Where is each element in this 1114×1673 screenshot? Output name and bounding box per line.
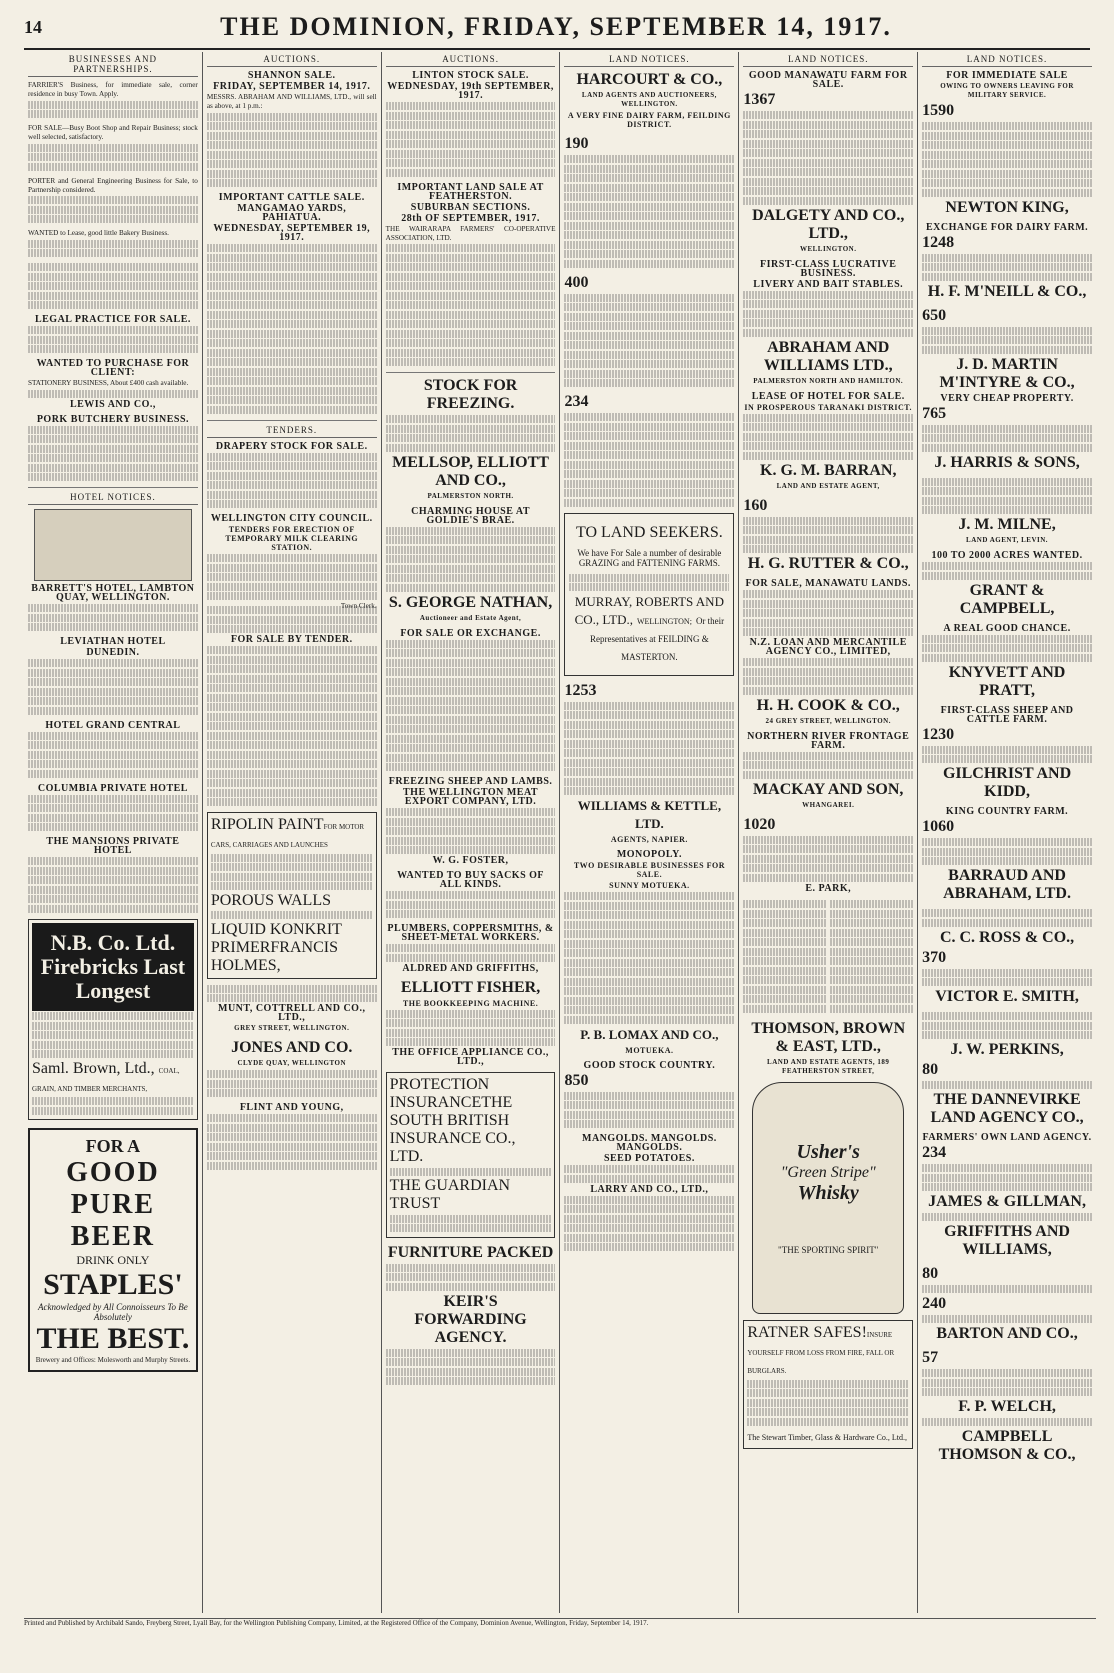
column-heading: AUCTIONS.	[207, 54, 377, 67]
ad: FLINT AND YOUNG,	[207, 1103, 377, 1170]
column-heading: AUCTIONS.	[386, 54, 556, 67]
ad: FARMERS' OWN LAND AGENCY. 234 JAMES & GILLMAN, GRIFFITHS AND WILLIAMS,	[922, 1132, 1092, 1258]
column-heading: HOTEL NOTICES.	[28, 492, 198, 505]
ad: HARCOURT & CO., LAND AGENTS AND AUCTIONEERS, WELLINGTON. A VERY FINE DAIRY FARM, FEILDING DISTRICT.	[567, 71, 731, 129]
ad: PORTER and General Engineering Business for Sale, to Partnership considered.	[28, 177, 198, 224]
ad: COLUMBIA PRIVATE HOTEL	[28, 784, 198, 832]
ad: FARRIER'S Business, for immediate sale, corner residence in busy Town. Apply.	[28, 81, 198, 118]
hotel-illustration	[34, 509, 192, 581]
ad: J. W. PERKINS, 80 THE DANNEVIRKE LAND AGENCY CO.,	[922, 1012, 1092, 1127]
column-6	[917, 52, 1096, 1613]
column-4	[559, 52, 738, 1613]
ad: 1020 E. PARK,	[743, 816, 913, 893]
ad: 190	[564, 135, 734, 268]
ad: IMPORTANT CATTLE SALE. MANGAMAO YARDS, PAHIATUA. WEDNESDAY, SEPTEMBER 19, 1917.	[207, 193, 377, 414]
column-heading: LAND NOTICES.	[922, 54, 1092, 67]
ad: FOR SALE, MANAWATU LANDS. N.Z. LOAN AND MERCANTILE AGENCY CO., LIMITED, H. H. COOK & CO., 24 GREY STREET, WELLINGTON.	[743, 579, 913, 726]
ad: MUNT, COTTRELL AND CO., LTD., GREY STREET, WELLINGTON.	[207, 985, 377, 1034]
ad: LINTON STOCK SALE. WEDNESDAY, 19th SEPTEMBER, 1917.	[386, 71, 556, 177]
ad: A REAL GOOD CHANCE. KNYVETT AND PRATT,	[922, 624, 1092, 700]
ad: FURNITURE PACKED KEIR'S FORWARDING AGENCY.	[386, 1244, 556, 1386]
column-heading: BUSINESSES AND PARTNERSHIPS.	[28, 54, 198, 77]
columns	[24, 52, 1096, 1613]
ad: 650 J. D. MARTIN M'INTYRE & CO., VERY CHEAP PROPERTY. 765 J. HARRIS & SONS,	[922, 307, 1092, 472]
ad: 400	[564, 274, 734, 388]
ad: BARRETT'S HOTEL, LAMBTON QUAY, WELLINGTON.	[28, 584, 198, 631]
ad: MANGOLDS. MANGOLDS. MANGOLDS. SEED POTATOES. LARRY AND CO., LTD.,	[564, 1134, 734, 1251]
ad: EXCHANGE FOR DAIRY FARM. 1248 H. F. M'NEILL & CO.,	[922, 223, 1092, 301]
ad: 57 F. P. WELCH, CAMPBELL THOMSON & CO.,	[922, 1349, 1092, 1464]
column-1	[24, 52, 202, 1613]
ad: CHARMING HOUSE AT GOLDIE'S BRAE. S. GEORGE NATHAN, Auctioneer and Estate Agent,	[386, 507, 556, 623]
ad: 160 H. G. RUTTER & CO.,	[743, 497, 913, 574]
ad: KING COUNTRY FARM. 1060 BARRAUD AND ABRAHAM, LTD.	[922, 807, 1092, 903]
ad: LEGAL PRACTICE FOR SALE.	[28, 315, 198, 353]
ad: FOR SALE BY TENDER.	[207, 606, 377, 806]
ad: GOOD MANAWATU FARM FOR SALE. 1367 DALGETY AND CO., LTD., WELLINGTON.	[743, 71, 913, 254]
masthead	[24, 6, 1090, 50]
ad: FOR IMMEDIATE SALE OWING TO OWNERS LEAVING FOR MILITARY SERVICE. 1590 NEWTON KING,	[922, 71, 1092, 217]
ad: 234	[564, 393, 734, 507]
column-heading: TENDERS.	[207, 425, 377, 438]
ad: LEASE OF HOTEL FOR SALE. IN PROSPEROUS TARANAKI DISTRICT. K. G. M. BARRAN, LAND AND ESTATE AGENT,	[744, 390, 913, 490]
ad: ELLIOTT FISHER, THE BOOKKEEPING MACHINE. THE OFFICE APPLIANCE CO., LTD.,	[386, 979, 556, 1067]
column-5	[738, 52, 917, 1613]
ad: SHANNON SALE. FRIDAY, SEPTEMBER 14, 1917. MESSRS. ABRAHAM AND WILLIAMS, LTD., will sell as above, at 1 p.m.:	[207, 71, 377, 187]
insurance-ad: PROTECTION INSURANCETHE SOUTH BRITISH INSURANCE CO., LTD. THE GUARDIAN TRUST	[386, 1072, 556, 1238]
ad: 100 TO 2000 ACRES WANTED. GRANT & CAMPBELL,	[922, 551, 1092, 618]
ad: C. C. ROSS & CO., 370 VICTOR E. SMITH,	[922, 909, 1092, 1006]
land-seekers-ad: TO LAND SEEKERS. We have For Sale a number of desirable GRAZING and FATTENING FARMS. MURRAY, ROBERTS AND CO., LTD., WELLINGTON; Or their Representatives at FEILDING & MASTERTON.	[564, 513, 734, 676]
whisky-bottle-illustration: Usher's "Green Stripe" Whisky "THE SPORTING SPIRIT"	[752, 1082, 904, 1314]
ad: HOTEL GRAND CENTRAL	[28, 721, 198, 778]
ad: 1253 WILLIAMS & KETTLE, LTD. AGENTS, NAPIER.	[564, 682, 734, 845]
column-heading: LAND NOTICES.	[564, 54, 734, 67]
ad: LEVIATHAN HOTEL DUNEDIN.	[28, 637, 198, 715]
ad: 80 240 BARTON AND CO.,	[922, 1265, 1092, 1343]
ad: NORTHERN RIVER FRONTAGE FARM. MACKAY AND SON, WHANGAREI.	[743, 732, 913, 810]
column-2	[202, 52, 381, 1613]
ad	[743, 899, 913, 1015]
ad: GOOD STOCK COUNTRY. 850	[564, 1061, 734, 1129]
ad: WANTED TO BUY SACKS OF ALL KINDS.	[386, 871, 556, 918]
ad: THE MANSIONS PRIVATE HOTEL	[28, 837, 198, 913]
ad: J. M. MILNE, LAND AGENT, LEVIN.	[922, 478, 1092, 546]
column-heading: LAND NOTICES.	[743, 54, 913, 67]
ad: PLUMBERS, COPPERSMITHS, & SHEET-METAL WORKERS. ALDRED AND GRIFFITHS,	[387, 923, 554, 974]
ad: STOCK FOR FREEZING. MELLSOP, ELLIOTT AND CO., PALMERSTON NORTH.	[386, 377, 556, 501]
ad: FOR SALE OR EXCHANGE.	[386, 629, 556, 772]
ad	[28, 263, 198, 309]
ad: FIRST-CLASS SHEEP AND CATTLE FARM. 1230 GILCHRIST AND KIDD,	[922, 706, 1092, 802]
ratner-safes-ad: RATNER SAFES!INSURE YOURSELF FROM LOSS FROM FIRE, FALL OR BURGLARS. The Stewart Timber, Glass & Hardware Co., Ltd.,	[743, 1320, 913, 1449]
ad: FOR SALE—Busy Boot Shop and Repair Business; stock well selected, satisfactory.	[28, 124, 198, 171]
ad: WANTED to Lease, good little Bakery Business.	[28, 229, 198, 257]
staples-beer-ad: FOR A GOOD PURE BEER DRINK ONLY STAPLES' Acknowledged by All Connoisseurs To Be Absolutely THE BEST. Brewery and Offices: Molesworth and Murphy Streets.	[28, 1128, 198, 1372]
ad: DRAPERY STOCK FOR SALE.	[207, 442, 377, 509]
ad: IMPORTANT LAND SALE AT FEATHERSTON. SUBURBAN SECTIONS. 28th OF SEPTEMBER, 1917. THE WAIRARAPA FARMERS' CO-OPERATIVE ASSOCIATION, LTD.	[386, 183, 556, 367]
ripolin-ad: RIPOLIN PAINTFOR MOTOR CARS, CARRIAGES AND LAUNCHES POROUS WALLS LIQUID KONKRIT PRIMERFRANCIS HOLMES,	[207, 812, 377, 979]
ad: PORK BUTCHERY BUSINESS.	[28, 415, 198, 482]
ad: THOMSON, BROWN & EAST, LTD., LAND AND ESTATE AGENTS, 189 FEATHERSTON STREET,	[751, 1020, 906, 1075]
ad: WANTED TO PURCHASE FOR CLIENT: STATIONERY BUSINESS, About £400 cash available. LEWIS AND CO.,	[28, 359, 198, 409]
imprint-footer: Printed and Published by Archibald Sando, Freyberg Street, Lyall Bay, for the Wellington Publishing Company, Limited, at the Registered Office of the Company, Dominion Avenue, Wellington, Friday, September 14, 1917.	[24, 1618, 1096, 1665]
column-3	[381, 52, 560, 1613]
firebricks-ad: N.B. Co. Ltd. Firebricks Last Longest Saml. Brown, Ltd., COAL, GRAIN, AND TIMBER MERCHANTS,	[28, 919, 198, 1121]
ad: WELLINGTON CITY COUNCIL. TENDERS FOR ERECTION OF TEMPORARY MILK CLEARING STATION. Town Clerk.	[207, 514, 377, 600]
ad: FREEZING SHEEP AND LAMBS. THE WELLINGTON MEAT EXPORT COMPANY, LTD. W. G. FOSTER,	[386, 777, 556, 865]
page-number: 14	[24, 16, 42, 37]
newspaper-title: THE DOMINION, FRIDAY, SEPTEMBER 14, 1917.	[220, 12, 892, 41]
ad: MONOPOLY. TWO DESIRABLE BUSINESSES FOR SALE. SUNNY MOTUEKA. P. B. LOMAX AND CO., MOTUEKA.	[564, 850, 734, 1055]
ad: JONES AND CO. CLYDE QUAY, WELLINGTON	[207, 1039, 377, 1097]
ad: FIRST-CLASS LUCRATIVE BUSINESS. LIVERY AND BAIT STABLES. ABRAHAM AND WILLIAMS LTD., PALMERSTON NORTH AND HAMILTON.	[743, 260, 913, 386]
